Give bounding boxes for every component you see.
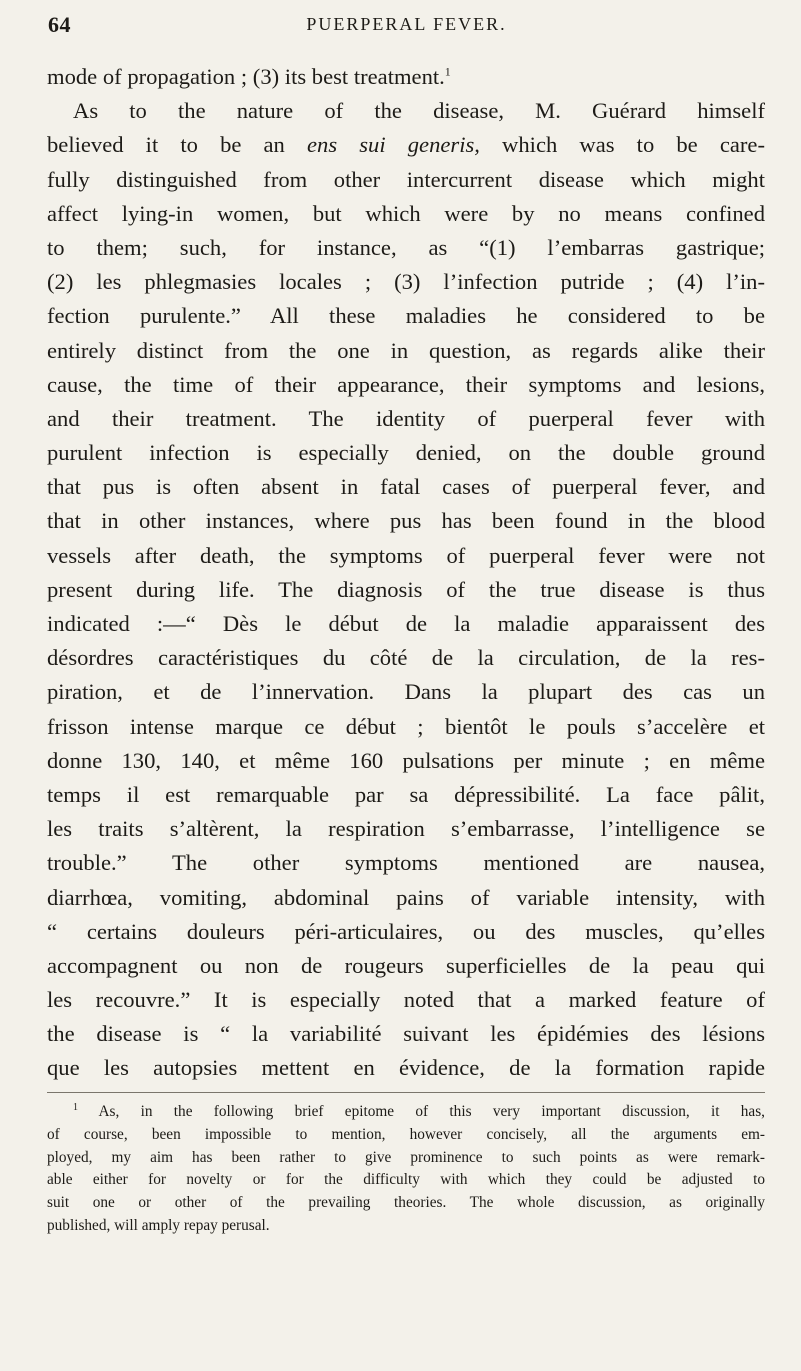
page-number: 64: [48, 12, 71, 37]
text-line: that in other instances, where pus has been found in the blood: [47, 508, 765, 534]
text-line: that pus is often absent in fatal cases of puerperal fever, and: [47, 474, 765, 500]
text-line: cause, the time of their appearance, their symptoms and lesions,: [47, 371, 765, 397]
text-line-part: believed it to be an: [47, 132, 307, 158]
body-text: [47, 60, 765, 1086]
footnote-line-text: As, in the following brief epitome of this very important discussion, it has,: [98, 1103, 765, 1120]
text-line: [47, 60, 765, 94]
text-line: temps il est remarquable par sa dépressibilité. La face pâlit,: [47, 781, 765, 807]
text-line: and their treatment. The identity of puerperal fever with: [47, 405, 765, 431]
text-line: trouble.” The other symptoms mentioned are nausea,: [47, 850, 765, 876]
text-line: As to the nature of the disease, M. Guérard himself: [73, 98, 765, 124]
footnote-line: published, will amply repay perusal.: [47, 1216, 270, 1234]
text-line: que les autopsies mettent en évidence, de la formation rapide: [47, 1055, 765, 1081]
italic-phrase: ens sui generis,: [307, 132, 480, 158]
text-line: les traits s’altèrent, la respiration s’embarrasse, l’intelligence se: [47, 816, 765, 842]
footnote-line: able either for novelty or for the difficulty with which they could be adjusted to: [47, 1171, 765, 1189]
running-title: PUERPERAL FEVER.: [306, 14, 507, 34]
text-line: (2) les phlegmasies locales ; (3) l’infection putride ; (4) l’in-: [47, 269, 765, 295]
text-line: [47, 128, 765, 162]
text-line: “ certains douleurs péri-articulaires, ou des muscles, qu’elles: [47, 918, 765, 944]
footnote-ref: 1: [444, 64, 451, 79]
text-line: piration, et de l’innervation. Dans la plupart des cas un: [47, 679, 765, 705]
footnote-line: [47, 1101, 765, 1124]
footnote-line: ployed, my aim has been rather to give prominence to such points as were remark-: [47, 1148, 765, 1166]
text-line: désordres caractéristiques du côté de la circulation, de la res-: [47, 645, 765, 671]
text-line: to them; such, for instance, as “(1) l’embarras gastrique;: [47, 234, 765, 260]
text-line: diarrhœa, vomiting, abdominal pains of variable intensity, with: [47, 884, 765, 910]
text-line: entirely distinct from the one in question, as regards alike their: [47, 337, 765, 363]
text-line: fully distinguished from other intercurrent disease which might: [47, 166, 765, 192]
text-line: fection purulente.” All these maladies he considered to be: [47, 303, 765, 329]
text-line: donne 130, 140, et même 160 pulsations per minute ; en même: [47, 747, 765, 773]
footnote-line: suit one or other of the prevailing theories. The whole discussion, as originally: [47, 1194, 765, 1212]
text-line: les recouvre.” It is especially noted that a marked feature of: [47, 987, 765, 1013]
text-line: vessels after death, the symptoms of puerperal fever were not: [47, 542, 765, 568]
text-line: affect lying-in women, but which were by no means confined: [47, 200, 765, 226]
text-line: indicated :—“ Dès le début de la maladie apparaissent des: [47, 611, 765, 636]
text-line: purulent infection is especially denied, on the double ground: [47, 440, 765, 466]
footnote-mark: 1: [73, 1101, 78, 1113]
text-line: accompagnent ou non de rougeurs superficielles de la peau qui: [47, 952, 765, 978]
footnote: [47, 1101, 765, 1238]
footnote-line: of course, been impossible to mention, however concisely, all the arguments em-: [47, 1125, 765, 1143]
text-line-part: which was to be care-: [479, 132, 765, 158]
text-line: the disease is “ la variabilité suivant les épidémies des lésions: [47, 1021, 765, 1047]
footnote-divider: [47, 1092, 765, 1093]
text-line-part: mode of propagation ; (3) its best treatment.: [47, 64, 445, 89]
text-line: present during life. The diagnosis of the true disease is thus: [47, 576, 765, 602]
running-head: [48, 12, 765, 40]
text-line: frisson intense marque ce début ; bientôt le pouls s’accelère et: [47, 713, 765, 739]
